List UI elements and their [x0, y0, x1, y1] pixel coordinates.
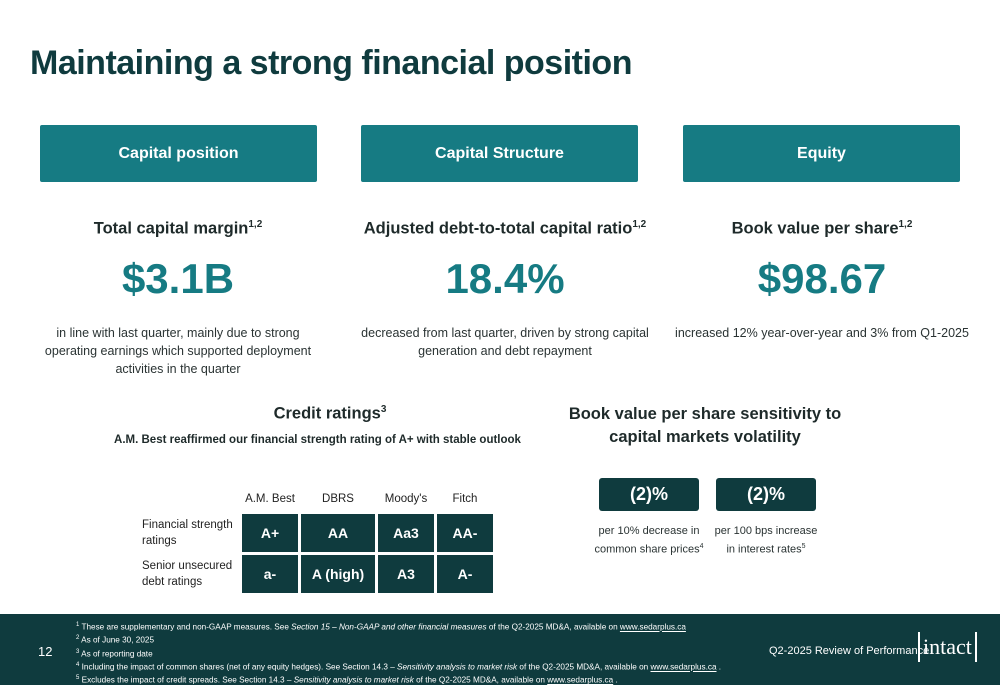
page-number: 12 — [38, 644, 53, 659]
capital-structure-column — [350, 210, 660, 360]
rating-cell: AA- — [437, 514, 493, 552]
credit-ratings-subtitle: A.M. Best reaffirmed our financial strength rating of A+ with stable outlook — [114, 434, 521, 446]
footnotes — [76, 620, 721, 687]
sedar-link[interactable]: www.sedarplus.ca — [619, 622, 686, 632]
description-line — [696, 539, 836, 558]
row-label-line: Senior unsecured — [142, 560, 233, 572]
row-label — [141, 514, 239, 552]
footnote-text: of the Q2-2025 MD&A, available on — [517, 662, 651, 672]
metric-label-text: Adjusted debt-to-total capital ratio — [363, 219, 633, 238]
rating-cell: A (high) — [301, 555, 375, 593]
capital-position-header: Capital position — [40, 125, 317, 182]
footnote-italic: Sensitivity analysis to market risk — [397, 662, 518, 672]
interest-rate-sensitivity-description — [696, 523, 836, 558]
table-corner — [141, 487, 239, 511]
footnote-text: . — [716, 662, 722, 672]
column-header: Fitch — [452, 493, 478, 505]
credit-ratings-title-text: Credit ratings — [273, 404, 381, 423]
footer — [0, 614, 1000, 685]
row-label-line: ratings — [142, 535, 177, 547]
description-line: operating earnings which supported deployment — [44, 344, 312, 358]
description-line: per 10% decrease in — [598, 525, 700, 537]
footnote-number: 4 — [76, 661, 80, 668]
capital-position-column — [28, 210, 328, 378]
sedar-link[interactable]: www.sedarplus.ca — [547, 676, 614, 686]
footnote-text: These are supplementary and non-GAAP measures. See — [81, 622, 292, 632]
metric-label — [672, 210, 972, 240]
footnote-3 — [76, 647, 721, 660]
book-value-per-share-value: $98.67 — [757, 255, 887, 302]
equity-sensitivity-value: (2)% — [599, 478, 699, 511]
rating-cell: A- — [437, 555, 493, 593]
description-line: decreased from last quarter, driven by strong capital — [361, 326, 649, 340]
description-line: activities in the quarter — [115, 362, 241, 376]
description-text: in interest rates — [726, 543, 802, 556]
sensitivity-title — [560, 403, 850, 449]
footnote-number: 3 — [76, 648, 80, 655]
footnote-number: 5 — [76, 675, 80, 682]
footnote-ref: 1,2 — [632, 219, 647, 230]
footnote-1 — [76, 620, 721, 633]
rating-cell: AA — [301, 514, 375, 552]
description-line: in line with last quarter, mainly due to strong — [56, 326, 300, 340]
page-title: Maintaining a strong financial position — [30, 44, 632, 82]
total-capital-margin-value: $3.1B — [121, 255, 235, 302]
table-row — [141, 555, 493, 593]
footnote-text: of the Q2-2025 MD&A, available on — [413, 676, 548, 686]
footnote-italic: Sensitivity analysis to market risk — [293, 676, 414, 686]
description-line: per 100 bps increase — [714, 525, 818, 537]
equity-header: Equity — [683, 125, 960, 182]
footnote-number: 1 — [76, 622, 80, 628]
metric-label — [28, 210, 328, 240]
capital-structure-header: Capital Structure — [361, 125, 638, 182]
footnote-text: of the Q2-2025 MD&A, available on — [486, 622, 620, 632]
metric-description — [672, 324, 972, 342]
table-header-row — [141, 487, 493, 511]
description-line: increased 12% year-over-year and 3% from Q1-2025 — [675, 326, 969, 340]
footnote-text: As of June 30, 2025 — [81, 636, 155, 646]
footnote-text: Including the impact of common shares (net of any equity hedges). See Section 14.3 – — [81, 662, 398, 672]
rating-cell: Aa3 — [378, 514, 434, 552]
footnote-2 — [76, 633, 721, 646]
footnote-ref: 3 — [380, 404, 387, 415]
sensitivity-title-line: Book value per share sensitivity to — [568, 405, 842, 423]
report-label: Q2-2025 Review of Performance — [769, 645, 930, 657]
footnote-ref: 1,2 — [898, 219, 913, 230]
table-row — [141, 514, 493, 552]
footnote-text: As of reporting date — [81, 649, 153, 659]
credit-ratings-table — [138, 484, 496, 596]
footnote-ref: 1,2 — [248, 219, 263, 230]
credit-ratings-title — [180, 398, 480, 426]
metric-description — [28, 324, 328, 378]
metric-description — [350, 324, 660, 360]
rating-cell: A+ — [242, 514, 298, 552]
description-text: common share prices — [594, 543, 700, 556]
sensitivity-title-line: capital markets volatility — [609, 428, 801, 446]
footnote-ref: 4 — [699, 543, 704, 550]
row-label-line: debt ratings — [142, 576, 203, 588]
equity-column — [672, 210, 972, 342]
debt-ratio-value: 18.4% — [445, 255, 565, 302]
footnote-italic: Section 15 – Non-GAAP and other financial measures — [291, 622, 487, 632]
metric-label — [350, 210, 660, 240]
rating-cell: a- — [242, 555, 298, 593]
row-label-line: Financial strength — [142, 519, 233, 531]
description-line: generation and debt repayment — [418, 344, 592, 358]
column-header: A.M. Best — [245, 493, 295, 505]
footnote-ref: 5 — [801, 543, 806, 550]
column-header: Moody's — [384, 493, 428, 505]
footnote-text: Excludes the impact of credit spreads. See Section 14.3 – — [81, 676, 294, 686]
metric-label-text: Total capital margin — [93, 219, 249, 238]
footnote-text: . — [613, 676, 618, 686]
metric-label-text: Book value per share — [731, 219, 899, 238]
footnote-number: 2 — [76, 635, 80, 642]
column-header: DBRS — [322, 493, 354, 505]
footnote-4 — [76, 660, 721, 673]
intact-logo: intact — [918, 632, 977, 662]
rating-cell: A3 — [378, 555, 434, 593]
interest-rate-sensitivity-value: (2)% — [716, 478, 816, 511]
row-label — [141, 555, 239, 593]
sedar-link[interactable]: www.sedarplus.ca — [650, 662, 717, 672]
